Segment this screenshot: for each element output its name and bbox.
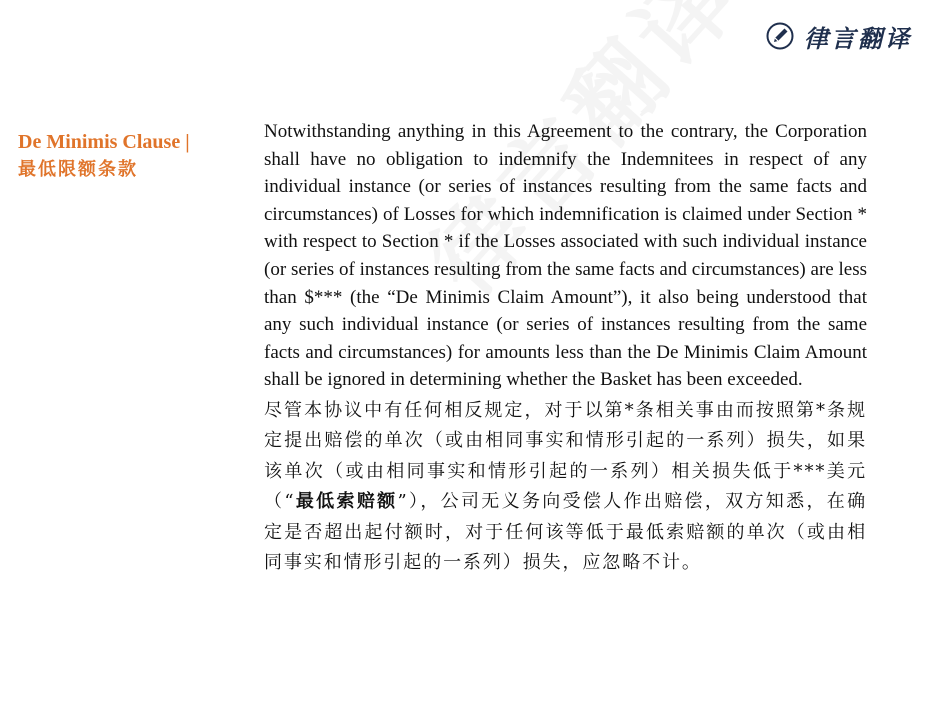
- clause-text-cn-part2: ”），公司无义务向受偿人作出赔偿，双方知悉，在确定是否超出起付额时，对于任何该等低于最低索赔额的单次（或由相同事实和情形引起的一系列）损失，应忽略不计。: [264, 491, 867, 574]
- clause-title-en: De Minimis Clause: [18, 131, 181, 153]
- clause-text-cn: [264, 396, 867, 579]
- clause-text-cn-part1: 尽管本协议中有任何相反规定，对于以第*条相关事由而按照第*条规定提出赔偿的单次（或由相同事实和情形引起的一系列）损失，如果该单次（或由相同事实和情形引起的一系列）相关损失低于***美元（“: [264, 399, 867, 513]
- title-separator: |: [185, 131, 190, 153]
- brand-logo: [766, 18, 926, 54]
- clause-text-en: Notwithstanding anything in this Agreement to the contrary, the Corporation shall have no obligation to indemnify the Indemnitees in respect of any individual instance (or series of instances resulting from the same facts and circumstances) of Losses for which indemnification is claimed under Section * with respect to Section * if the Losses associated with such individual instance (or series of instances resulting from the same facts and circumstances) are less than $*** (the “De Minimis Claim Amount”), it also being understood that any such individual instance (or series of instances resulting from the same facts and circumstances) for amounts less than the De Minimis Claim Amount shall be ignored in determining whether the Basket has been exceeded.: [264, 121, 867, 391]
- clause-body: [264, 118, 867, 579]
- pen-nib-icon: [766, 22, 794, 50]
- brand-name: 律言翻译: [804, 23, 912, 53]
- defined-term-cn: 最低索赔额: [295, 491, 398, 513]
- clause-heading: [18, 128, 248, 184]
- clause-title-cn: 最低限额条款: [18, 159, 138, 180]
